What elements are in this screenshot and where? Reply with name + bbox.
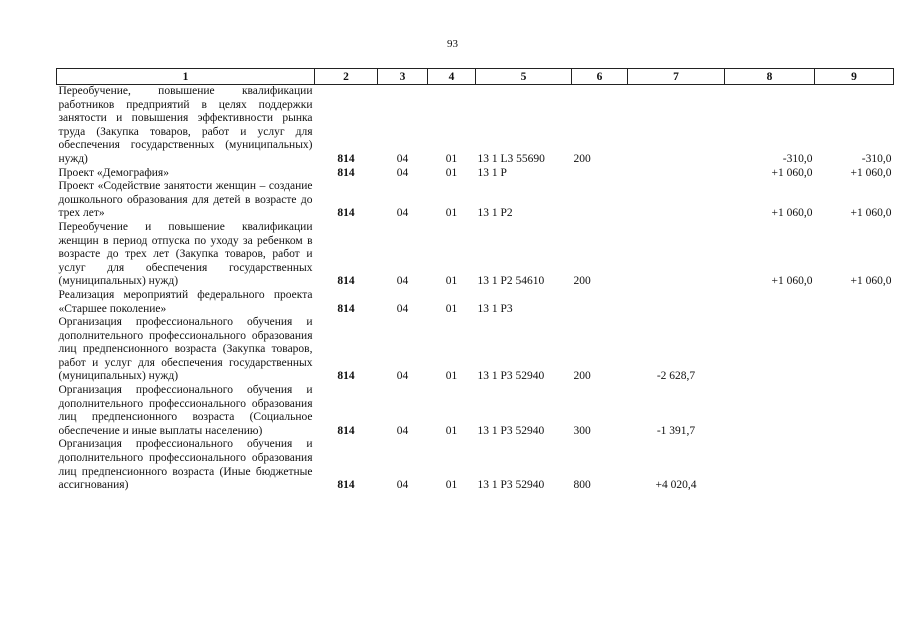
row-description: Реализация мероприятий федерального проекта «Старшее поколение» bbox=[58, 288, 313, 315]
row-col7 bbox=[628, 289, 725, 316]
row-target-article: 13 1 P3 52940 bbox=[477, 479, 545, 492]
row-section: 04 bbox=[396, 207, 409, 220]
col-header-9: 9 bbox=[815, 69, 894, 85]
row-col7 bbox=[628, 167, 725, 181]
row-col8 bbox=[725, 384, 815, 438]
row-expense-type bbox=[572, 180, 628, 221]
table-row bbox=[57, 167, 894, 181]
row-description: Организация профессионального обучения и дополнительного профессионального образования лиц предпенсионного возраста (Закупка товаров, работ и услуг для обеспечения государственных (муниципальных) нужд) bbox=[58, 316, 313, 383]
row-target-article: 13 1 L3 55690 bbox=[477, 152, 545, 165]
row-expense-type: 800 bbox=[573, 479, 591, 492]
row-grbs: 814 bbox=[337, 370, 355, 383]
row-subsection: 01 bbox=[445, 275, 458, 288]
row-section: 04 bbox=[396, 370, 409, 383]
row-col9: +1 060,0 bbox=[850, 275, 892, 288]
col-header-2: 2 bbox=[315, 69, 378, 85]
row-section: 04 bbox=[396, 166, 409, 179]
row-description: Переобучение, повышение квалификации работников предприятий в целях поддержки занятости и повышения эффективности рынка труда (Закупка товаров, работ и услуг для обеспечения государственных (муниципальных) нужд) bbox=[58, 85, 313, 165]
row-col9 bbox=[815, 289, 894, 316]
table-row bbox=[57, 316, 894, 384]
row-description: Организация профессионального обучения и дополнительного профессионального образования лиц предпенсионного возраста (Иные бюджетные ассигнования) bbox=[58, 438, 313, 492]
row-expense-type bbox=[572, 289, 628, 316]
row-target-article: 13 1 P3 bbox=[477, 302, 513, 315]
col-header-6: 6 bbox=[572, 69, 628, 85]
row-expense-type: 200 bbox=[573, 275, 591, 288]
row-target-article: 13 1 P2 54610 bbox=[477, 275, 545, 288]
row-subsection: 01 bbox=[445, 302, 458, 315]
row-description: Проект «Содействие занятости женщин – создание дошкольного образования для детей в возрасте до трех лет» bbox=[58, 180, 313, 220]
row-col9: +1 060,0 bbox=[850, 207, 892, 220]
col-header-7: 7 bbox=[628, 69, 725, 85]
row-target-article: 13 1 P bbox=[477, 166, 507, 179]
row-col8: +1 060,0 bbox=[771, 207, 813, 220]
row-section: 04 bbox=[396, 424, 409, 437]
col-header-3: 3 bbox=[378, 69, 428, 85]
row-col9: +1 060,0 bbox=[850, 166, 892, 179]
row-col9: -310,0 bbox=[861, 152, 892, 165]
row-subsection: 01 bbox=[445, 207, 458, 220]
row-description: Проект «Демография» bbox=[58, 166, 169, 179]
row-section: 04 bbox=[396, 152, 409, 165]
row-col7 bbox=[628, 85, 725, 167]
row-subsection: 01 bbox=[445, 370, 458, 383]
row-subsection: 01 bbox=[445, 152, 458, 165]
col-header-8: 8 bbox=[725, 69, 815, 85]
page-number: 93 bbox=[447, 38, 458, 50]
row-col8 bbox=[725, 438, 815, 492]
col-header-5: 5 bbox=[476, 69, 572, 85]
col-header-4: 4 bbox=[428, 69, 476, 85]
table-row bbox=[57, 180, 894, 221]
row-grbs: 814 bbox=[337, 166, 355, 179]
row-section: 04 bbox=[396, 479, 409, 492]
row-col9 bbox=[815, 316, 894, 384]
row-target-article: 13 1 P3 52940 bbox=[477, 424, 545, 437]
row-grbs: 814 bbox=[337, 275, 355, 288]
table-row bbox=[57, 384, 894, 438]
row-grbs: 814 bbox=[337, 302, 355, 315]
row-target-article: 13 1 P3 52940 bbox=[477, 370, 545, 383]
row-col9 bbox=[815, 438, 894, 492]
col-header-1: 1 bbox=[57, 69, 315, 85]
row-section: 04 bbox=[396, 275, 409, 288]
row-col7: -2 628,7 bbox=[656, 370, 696, 383]
row-grbs: 814 bbox=[337, 479, 355, 492]
row-col8: +1 060,0 bbox=[771, 275, 813, 288]
row-expense-type: 300 bbox=[573, 424, 591, 437]
row-expense-type bbox=[572, 167, 628, 181]
row-col7 bbox=[628, 221, 725, 289]
row-col8: -310,0 bbox=[782, 152, 813, 165]
row-col7: +4 020,4 bbox=[655, 479, 697, 492]
row-description: Организация профессионального обучения и дополнительного профессионального образования лиц предпенсионного возраста (Социальное обеспечение и иные выплаты населению) bbox=[58, 384, 313, 437]
row-col8: +1 060,0 bbox=[771, 166, 813, 179]
row-grbs: 814 bbox=[337, 207, 355, 220]
row-description: Переобучение и повышение квалификации женщин в период отпуска по уходу за ребенком в возрасте до трех лет (Закупка товаров, работ и услуг для обеспечения государственных (муниципальных) нужд) bbox=[58, 220, 313, 288]
row-subsection: 01 bbox=[445, 424, 458, 437]
row-col7 bbox=[628, 180, 725, 221]
table-row bbox=[57, 85, 894, 167]
row-target-article: 13 1 P2 bbox=[477, 207, 513, 220]
row-col8 bbox=[725, 289, 815, 316]
row-subsection: 01 bbox=[445, 479, 458, 492]
row-subsection: 01 bbox=[445, 166, 458, 179]
row-grbs: 814 bbox=[337, 152, 355, 165]
row-col7: -1 391,7 bbox=[656, 424, 696, 437]
row-col9 bbox=[815, 384, 894, 438]
header-row bbox=[57, 69, 894, 85]
table-row bbox=[57, 289, 894, 316]
row-grbs: 814 bbox=[337, 424, 355, 437]
row-col8 bbox=[725, 316, 815, 384]
table-row bbox=[57, 221, 894, 289]
row-expense-type: 200 bbox=[573, 152, 591, 165]
row-expense-type: 200 bbox=[573, 370, 591, 383]
row-section: 04 bbox=[396, 302, 409, 315]
budget-table bbox=[56, 68, 894, 493]
table-row bbox=[57, 438, 894, 492]
